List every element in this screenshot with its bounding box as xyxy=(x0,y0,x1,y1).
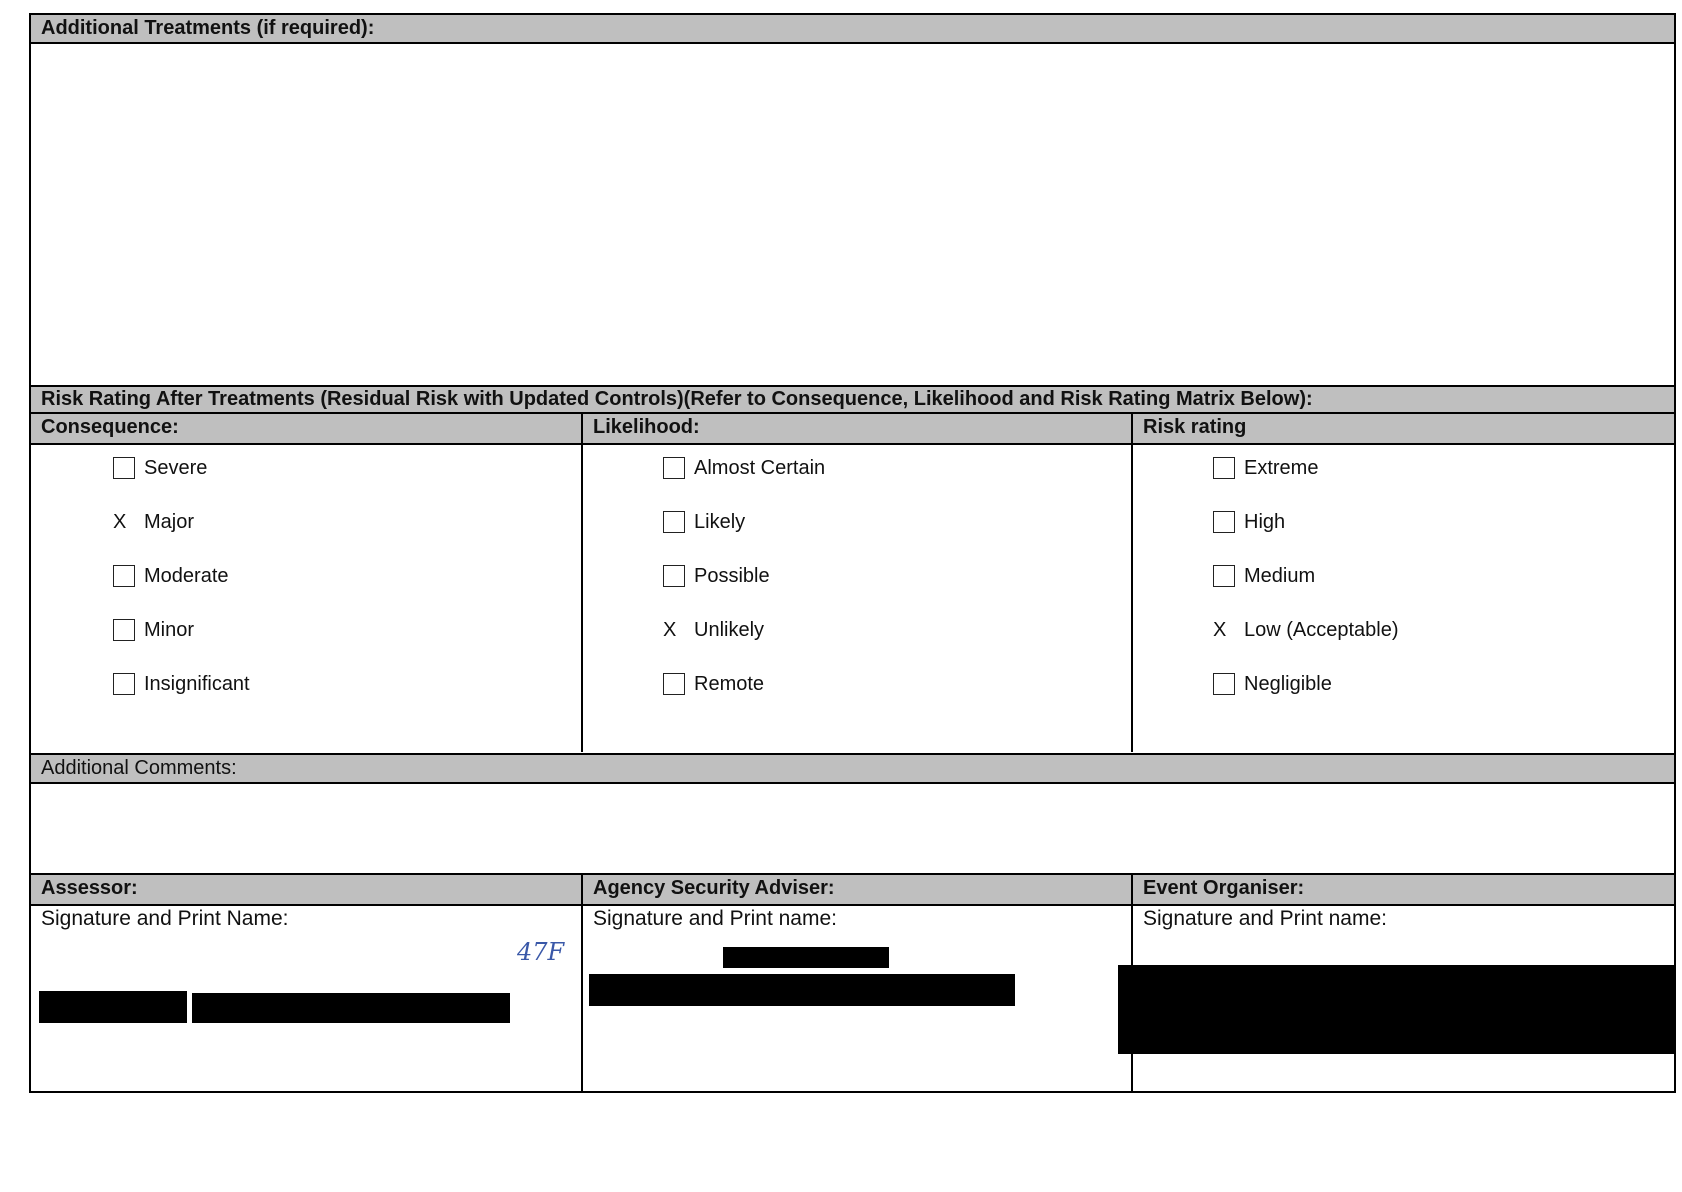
additional-treatments-title: Additional Treatments (if required): xyxy=(41,17,375,39)
checked-x-mark[interactable]: X xyxy=(113,510,127,533)
checkbox[interactable] xyxy=(113,457,135,479)
organiser-redaction xyxy=(1118,965,1675,1054)
assessor-signature-label: Signature and Print Name: xyxy=(41,907,289,930)
checkbox[interactable] xyxy=(1213,511,1235,533)
agency-redaction-1 xyxy=(723,947,889,968)
likelihood-option-almost-certain[interactable] xyxy=(663,454,825,482)
rating-option-medium[interactable] xyxy=(1213,562,1315,590)
assessor-handwritten-mark: 47F xyxy=(517,938,565,966)
agency-column xyxy=(583,875,1131,1093)
likelihood-option-label: Remote xyxy=(694,672,765,695)
agency-redaction-2 xyxy=(589,974,1015,1006)
additional-comments-header xyxy=(31,755,1674,784)
rating-option-label: Medium xyxy=(1244,564,1316,587)
organiser-title: Event Organiser: xyxy=(1143,877,1305,899)
risk-rating-header xyxy=(31,387,1674,414)
consequence-header xyxy=(31,414,581,445)
additional-treatments-header xyxy=(31,15,1674,44)
checked-x-mark[interactable]: X xyxy=(663,618,677,641)
organiser-header xyxy=(1133,875,1674,906)
rating-option-negligible[interactable] xyxy=(1213,670,1332,698)
likelihood-option-label: Likely xyxy=(694,510,746,533)
consequence-option-label: Insignificant xyxy=(144,672,250,695)
assessor-signature-field[interactable] xyxy=(31,904,581,1093)
likelihood-title: Likelihood: xyxy=(593,416,700,438)
checkbox[interactable] xyxy=(113,673,135,695)
assessor-redaction-2 xyxy=(192,993,510,1023)
rating-title: Risk rating xyxy=(1143,416,1247,438)
checked-x-mark[interactable]: X xyxy=(1213,618,1227,641)
likelihood-header xyxy=(583,414,1131,445)
assessor-redaction-1 xyxy=(39,991,187,1023)
consequence-option-severe[interactable] xyxy=(113,454,207,482)
likelihood-option-remote[interactable] xyxy=(663,670,764,698)
risk-assessment-form xyxy=(29,13,1676,1093)
consequence-option-moderate[interactable] xyxy=(113,562,229,590)
assessor-header xyxy=(31,875,581,906)
rating-option-label: High xyxy=(1244,510,1286,533)
assessor-title: Assessor: xyxy=(41,877,138,899)
checkbox[interactable] xyxy=(113,565,135,587)
agency-signature-field[interactable] xyxy=(583,904,1131,1093)
checkbox[interactable] xyxy=(1213,457,1235,479)
consequence-option-insignificant[interactable] xyxy=(113,670,250,698)
consequence-option-label: Major xyxy=(144,510,195,533)
additional-treatments-field[interactable] xyxy=(31,44,1674,387)
rating-option-label: Extreme xyxy=(1244,456,1319,479)
likelihood-option-label: Almost Certain xyxy=(694,456,826,479)
checkbox[interactable] xyxy=(1213,673,1235,695)
assessor-column xyxy=(31,875,581,1093)
consequence-column xyxy=(31,414,581,752)
additional-comments-field[interactable] xyxy=(31,784,1674,874)
checkbox[interactable] xyxy=(1213,565,1235,587)
rating-option-extreme[interactable] xyxy=(1213,454,1318,482)
rating-option-label: Low (Acceptable) xyxy=(1244,618,1399,641)
additional-comments-title: Additional Comments: xyxy=(41,757,237,779)
likelihood-option-likely[interactable] xyxy=(663,508,745,536)
likelihood-column xyxy=(583,414,1131,752)
rating-option-high[interactable] xyxy=(1213,508,1285,536)
consequence-option-label: Minor xyxy=(144,618,195,641)
rating-column xyxy=(1133,414,1674,752)
checkbox[interactable] xyxy=(663,673,685,695)
agency-title: Agency Security Adviser: xyxy=(593,877,835,899)
rating-option-low-acceptable[interactable] xyxy=(1213,616,1399,644)
checkbox[interactable] xyxy=(663,457,685,479)
likelihood-option-unlikely[interactable] xyxy=(663,616,764,644)
rating-option-label: Negligible xyxy=(1244,672,1332,695)
checkbox[interactable] xyxy=(663,511,685,533)
likelihood-option-possible[interactable] xyxy=(663,562,770,590)
checkbox[interactable] xyxy=(113,619,135,641)
consequence-option-minor[interactable] xyxy=(113,616,194,644)
likelihood-option-label: Unlikely xyxy=(694,618,765,641)
rating-header xyxy=(1133,414,1674,445)
agency-header xyxy=(583,875,1131,906)
consequence-option-label: Severe xyxy=(144,456,208,479)
organiser-signature-label: Signature and Print name: xyxy=(1143,907,1387,930)
agency-signature-label: Signature and Print name: xyxy=(593,907,837,930)
likelihood-option-label: Possible xyxy=(694,564,770,587)
consequence-title: Consequence: xyxy=(41,416,179,438)
consequence-option-major[interactable] xyxy=(113,508,194,536)
checkbox[interactable] xyxy=(663,565,685,587)
risk-rating-title: Risk Rating After Treatments (Residual Risk with Updated Controls)(Refer to Consequence, Likelihood and Risk Rating Matrix Below): xyxy=(41,388,1313,410)
consequence-option-label: Moderate xyxy=(144,564,229,587)
